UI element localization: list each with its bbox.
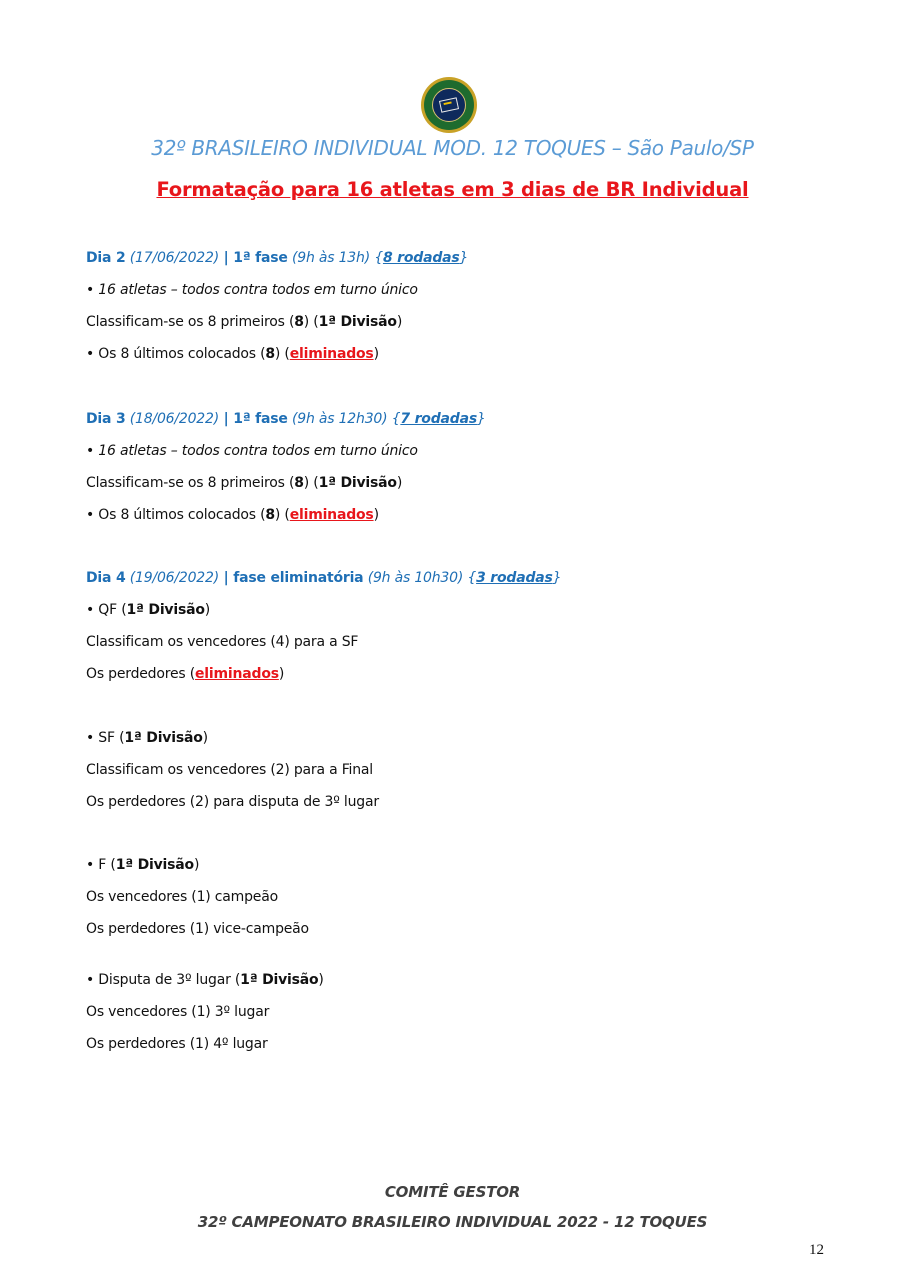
f-line1: Os vencedores (1) campeão [86, 889, 278, 905]
text: ) [396, 314, 403, 330]
brace-open: { [374, 250, 383, 266]
day3-line2 [86, 475, 402, 491]
text: • QF ( [86, 602, 127, 618]
main-title: Formatação para 16 atletas em 3 dias de BR Individual [156, 178, 749, 201]
brace-close: } [552, 570, 562, 586]
text: ) [193, 857, 200, 873]
division: 1ª Divisão [124, 730, 203, 746]
text: • Disputa de 3º lugar ( [86, 972, 241, 988]
text: ) [202, 730, 208, 746]
page-number: 12 [809, 1242, 824, 1258]
division: 1ª Divisão [240, 972, 319, 988]
text: • Os 8 últimos colocados ( [86, 507, 266, 523]
separator: | [218, 250, 234, 266]
text: ) [373, 507, 379, 523]
phase: 1ª fase [233, 250, 288, 266]
count: 8 [265, 507, 275, 523]
text: Os perdedores ( [86, 666, 195, 682]
phase: 1ª fase [233, 411, 288, 427]
text: • Os 8 últimos colocados ( [86, 346, 266, 362]
separator: | [218, 411, 234, 427]
day2-heading [86, 250, 468, 266]
time: (9h às 10h30) [367, 570, 464, 586]
day2-line3 [86, 346, 379, 362]
division: 1ª Divisão [318, 475, 397, 491]
text: ) [204, 602, 211, 618]
day-label: Dia 2 [86, 250, 126, 266]
brace-close: } [476, 411, 486, 427]
text: ) [318, 972, 324, 988]
text: ) ( [303, 314, 319, 330]
brace-close: } [459, 250, 469, 266]
qf-heading [86, 602, 210, 618]
third-line2: Os perdedores (1) 4º lugar [86, 1036, 268, 1052]
footer-event: 32º CAMPEONATO BRASILEIRO INDIVIDUAL 2022 - 12 TOQUES [197, 1213, 708, 1231]
text: • F ( [86, 857, 116, 873]
day-label: Dia 3 [86, 411, 126, 427]
day-label: Dia 4 [86, 570, 126, 586]
sf-line1: Classificam os vencedores (2) para a Final [86, 762, 373, 778]
text: ) ( [303, 475, 319, 491]
eliminated-label: eliminados [289, 507, 374, 523]
sf-line2: Os perdedores (2) para disputa de 3º lugar [86, 794, 379, 810]
count: 8 [294, 314, 304, 330]
division: 1ª Divisão [318, 314, 397, 330]
day-date: (18/06/2022) [129, 411, 219, 427]
brace-open: { [391, 411, 401, 427]
phase: fase eliminatória [233, 570, 364, 586]
eliminated-label: eliminados [195, 666, 279, 682]
time: (9h às 12h30) [291, 411, 388, 427]
brace-open: { [467, 570, 477, 586]
eliminated-label: eliminados [289, 346, 374, 362]
text: ) [373, 346, 379, 362]
separator: | [218, 570, 234, 586]
rounds: 8 rodadas [382, 250, 460, 266]
day2-line2 [86, 314, 402, 330]
day-date: (19/06/2022) [129, 570, 219, 586]
day4-heading [86, 570, 561, 586]
text: Classificam-se os 8 primeiros ( [86, 475, 295, 491]
count: 8 [265, 346, 275, 362]
logo-emblem [432, 88, 466, 122]
qf-line2 [86, 666, 284, 682]
day3-heading [86, 411, 486, 427]
text: Classificam-se os 8 primeiros ( [86, 314, 295, 330]
header-title: 32º BRASILEIRO INDIVIDUAL MOD. 12 TOQUES – São Paulo/SP [151, 136, 754, 160]
f-heading [86, 857, 199, 873]
division: 1ª Divisão [126, 602, 205, 618]
count: 8 [294, 475, 304, 491]
division: 1ª Divisão [115, 857, 194, 873]
f-line2: Os perdedores (1) vice-campeão [86, 921, 309, 937]
text: ) [396, 475, 403, 491]
day-date: (17/06/2022) [129, 250, 219, 266]
logo-ring [424, 80, 474, 130]
text: ) ( [274, 507, 290, 523]
day3-line3 [86, 507, 379, 523]
time: (9h às 13h) [291, 250, 370, 266]
day2-line1: • 16 atletas – todos contra todos em turno único [86, 282, 418, 298]
third-line1: Os vencedores (1) 3º lugar [86, 1004, 270, 1020]
text: • SF ( [86, 730, 125, 746]
day3-line1: • 16 atletas – todos contra todos em turno único [86, 443, 418, 459]
third-heading [86, 972, 324, 988]
text: ) ( [274, 346, 290, 362]
sf-heading [86, 730, 208, 746]
cbfm-logo [421, 77, 477, 133]
rounds: 7 rodadas [400, 411, 477, 427]
text: ) [278, 666, 285, 682]
footer-committee: COMITÊ GESTOR [384, 1183, 521, 1201]
table-icon [439, 97, 459, 112]
rounds: 3 rodadas [476, 570, 553, 586]
qf-line1: Classificam os vencedores (4) para a SF [86, 634, 359, 650]
